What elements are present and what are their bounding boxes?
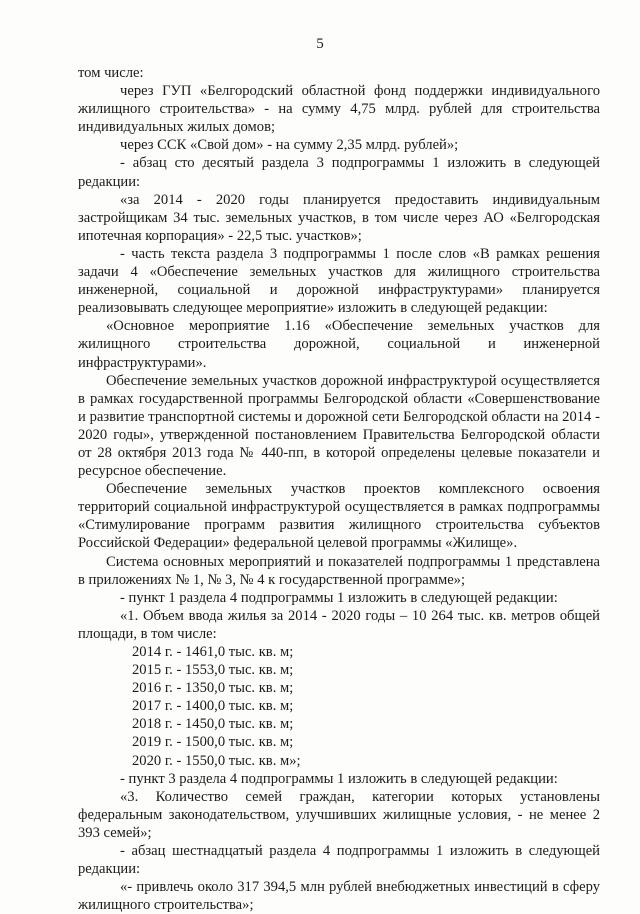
- paragraph: через ГУП «Белгородский областной фонд поддержки индивидуального жилищного строительства» - на сумму 4,75 млрд. рублей для строительства индивидуальных жилых домов;: [78, 83, 600, 136]
- document-body: [78, 64, 600, 914]
- paragraph: - абзац сто десятый раздела 3 подпрограммы 1 изложить в следующей редакции:: [78, 155, 600, 190]
- paragraph: - пункт 3 раздела 4 подпрограммы 1 изложить в следующей редакции:: [120, 770, 558, 787]
- paragraph: 2016 г. - 1350,0 тыс. кв. м;: [132, 680, 294, 697]
- paragraph: Система основных мероприятий и показателей подпрограммы 1 представлена в приложениях № 1, № 3, № 4 к государственной программе»;: [78, 553, 600, 588]
- paragraph: через ССК «Свой дом» - на сумму 2,35 млрд. рублей»;: [120, 137, 459, 154]
- page-number: 5: [316, 36, 324, 52]
- paragraph: 2017 г. - 1400,0 тыс. кв. м;: [132, 698, 294, 715]
- paragraph: «Основное мероприятие 1.16 «Обеспечение земельных участков для жилищного строительства дорожной, социальной и инженерной инфраструктурами».: [78, 318, 600, 371]
- paragraph: Обеспечение земельных участков проектов комплексного освоения территорий социальной инфраструктурой осуществляется в рамках подпрограммы «Стимулирование программ развития жилищного строительства субъектов Российской Федерации» федеральной целевой программы «Жилище».: [78, 481, 600, 552]
- paragraph: - часть текста раздела 3 подпрограммы 1 после слов «В рамках решения задачи 4 «Обеспечение земельных участков для жилищного строительства инженерной, социальной и дорожной инфраструктурами» планируется реализовывать следующее мероприятие» изложить в следующей редакции:: [78, 245, 600, 317]
- paragraph: - пункт 1 раздела 4 подпрограммы 1 изложить в следующей редакции:: [120, 589, 558, 606]
- paragraph: 2020 г. - 1550,0 тыс. кв. м»;: [132, 752, 301, 769]
- paragraph: «за 2014 - 2020 годы планируется предоставить индивидуальным застройщикам 34 тыс. земельных участков, в том числе через АО «Белгородская ипотечная корпорация» - 22,5 тыс. участков»;: [78, 191, 600, 244]
- paragraph: 2018 г. - 1450,0 тыс. кв. м;: [132, 716, 294, 733]
- paragraph: 2019 г. - 1500,0 тыс. кв. м;: [132, 734, 294, 751]
- paragraph: «3. Количество семей граждан, категории которых установлены федеральным законодательством, улучшивших жилищные условия, - не менее 2 393 семей»;: [78, 788, 600, 841]
- paragraph: 2014 г. - 1461,0 тыс. кв. м;: [132, 644, 294, 660]
- paragraph: - абзац шестнадцатый раздела 4 подпрограммы 1 изложить в следующей редакции:: [78, 843, 600, 878]
- paragraph: «- привлечь около 317 394,5 млн рублей внебюджетных инвестиций в сферу жилищного строительства»;: [78, 879, 600, 914]
- paragraph: том числе:: [78, 65, 144, 81]
- paragraph: «1. Объем ввода жилья за 2014 - 2020 годы – 10 264 тыс. кв. метров общей площади, в том числе:: [78, 607, 600, 642]
- paragraph: Обеспечение земельных участков дорожной инфраструктурой осуществляется в рамках государственной программы Белгородской области «Совершенствование и развитие транспортной системы и дорожной сети Белгородской области на 2014 - 2020 годы», утвержденной постановлением Правительства Белгородской области от 28 октября 2013 года № 440-пп, в которой определены целевые показатели и ресурсное обеспечение.: [78, 372, 600, 480]
- paragraph: 2015 г. - 1553,0 тыс. кв. м;: [132, 662, 294, 679]
